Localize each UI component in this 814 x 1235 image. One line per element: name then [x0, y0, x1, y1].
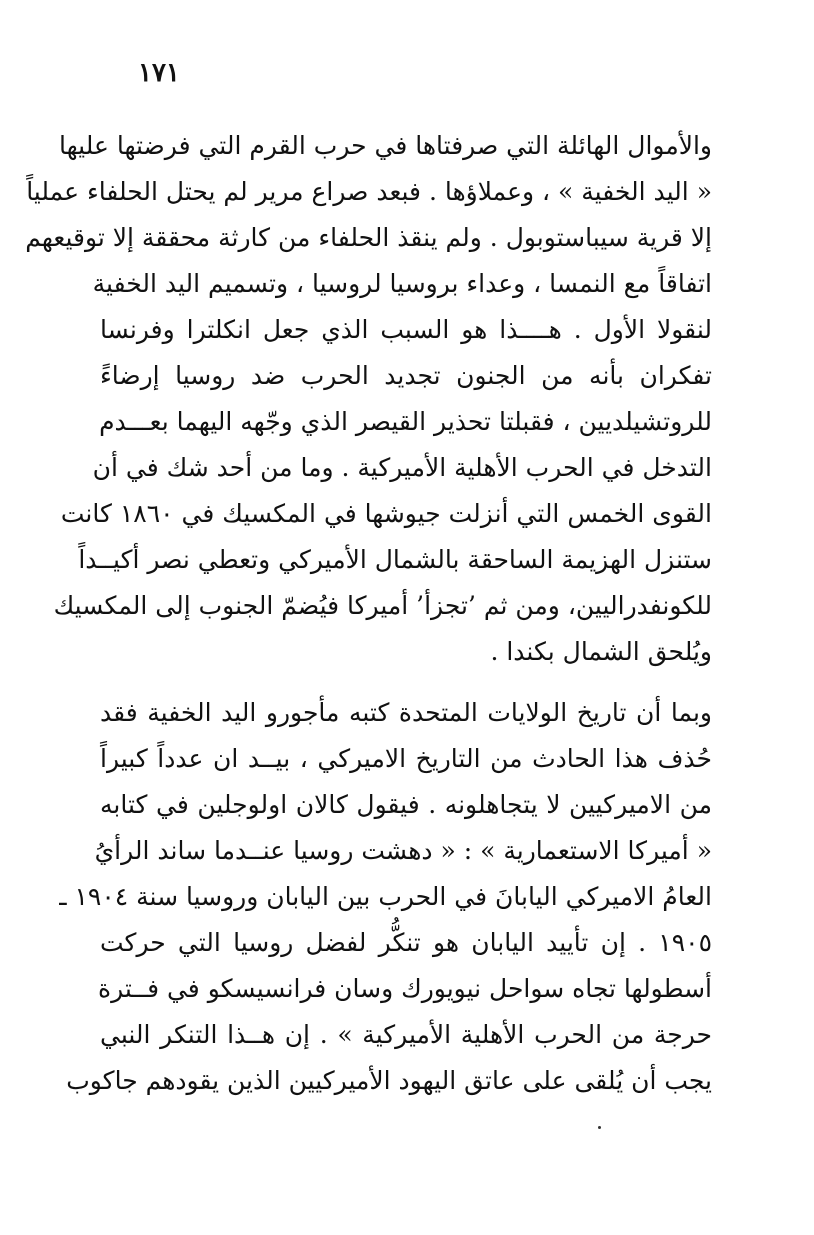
text-line: من الاميركيين لا يتجاهلونه . فيقول كالان اولوجلين في كتابه	[100, 790, 712, 819]
text-line: أسطولها تجاه سواحل نيويورك وسان فرانسيسكو في فــترة	[97, 974, 712, 1003]
text-line: العامُ الاميركي اليابانَ في الحرب بين اليابان وروسيا سنة ١٩٠٤ ـ	[59, 882, 712, 911]
text-line: وبما أن تاريخ الولايات المتحدة كتبه مأجورو اليد الخفية فقد	[100, 698, 712, 727]
text-line: ستنزل الهزيمة الساحقة بالشمال الأميركي وتعطي نصر أكيــداً	[78, 545, 712, 574]
text-line: إلا قرية سيباستوبول . ولم ينقذ الحلفاء من كارثة محققة إلا توقيعهم	[25, 223, 712, 252]
paragraph-1	[25, 123, 712, 675]
text-line: حرجة من الحرب الأهلية الأميركية » . إن هــذا التنكر النبي	[100, 1020, 712, 1049]
text-line: « اليد الخفية » ، وعملاؤها . فبعد صراع مرير لم يحتل الحلفاء عملياً	[26, 177, 712, 206]
text-line: لنقولا الأول . هــــذا هو السبب الذي جعل انكلترا وفرنسا	[100, 315, 712, 344]
text-line: تفكران بأنه من الجنون تجديد الحرب ضد روسيا إرضاءً	[100, 361, 712, 390]
text-line: التدخل في الحرب الأهلية الأميركية . وما من أحد شك في أن	[92, 453, 712, 482]
paragraph-2	[59, 690, 712, 1104]
text-line: « أميركا الاستعمارية » : « دهشت روسيا عنــدما ساند الرأيُ	[94, 836, 712, 865]
text-line: القوى الخمس التي أنزلت جيوشها في المكسيك في ١٨٦٠ كانت	[60, 499, 712, 528]
scan-speck	[598, 1126, 601, 1129]
text-line: للكونفدراليين، ومن ثم ’تجزأ’ أميركا فيُضمّ الجنوب إلى المكسيك	[53, 591, 712, 620]
page-number: ١٧١	[138, 58, 180, 88]
text-line: يجب أن يُلقى على عاتق اليهود الأميركيين الذين يقودهم جاكوب	[66, 1066, 712, 1095]
text-line: والأموال الهائلة التي صرفتاها في حرب القرم التي فرضتها عليها	[59, 131, 712, 160]
text-line: للروتشيلديين ، فقبلتا تحذير القيصر الذي وجّهه اليهما بعـــدم	[99, 407, 712, 436]
text-line: اتفاقاً مع النمسا ، وعداء بروسيا لروسيا ، وتسميم اليد الخفية	[92, 269, 712, 298]
text-line: ١٩٠٥ . إن تأييد اليابان هو تنكُّر لفضل روسيا التي حركت	[100, 928, 712, 957]
text-line: حُذف هذا الحادث من التاريخ الاميركي ، بيــد ان عدداً كبيراً	[100, 744, 712, 773]
text-line: ويُلحق الشمال بكندا .	[490, 637, 712, 666]
